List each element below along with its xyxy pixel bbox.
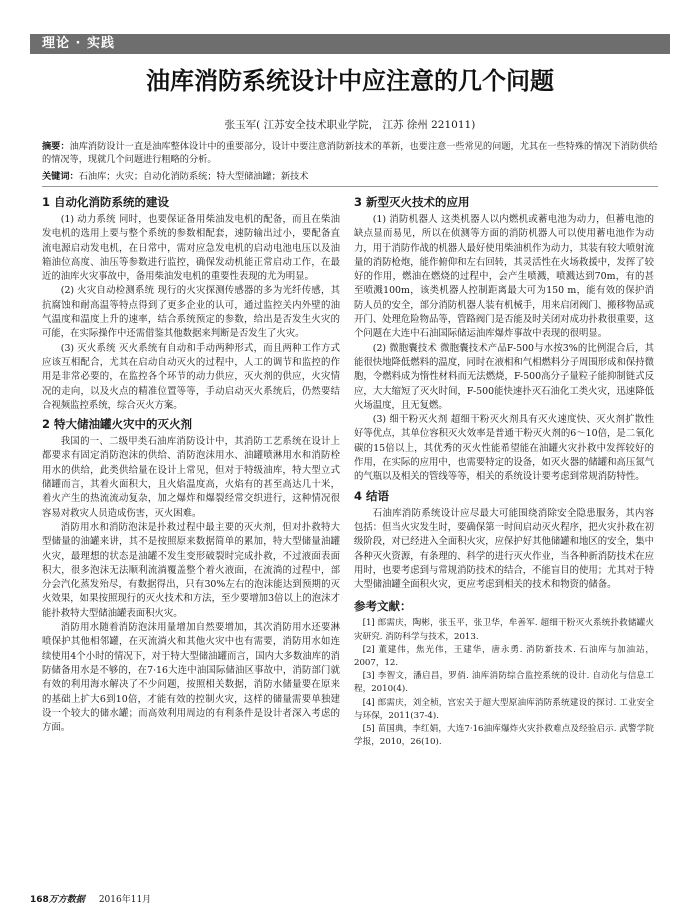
author-line: 张玉军( 江苏安全技术职业学院， 江苏 徐州 221011) xyxy=(224,119,476,131)
section-4-heading: 4 结语 xyxy=(354,488,390,503)
banner-label: 理论 · 实践 xyxy=(42,36,115,51)
section-3-heading: 3 新型灭火技术的应用 xyxy=(354,195,470,209)
issue-date: 2016年11月 xyxy=(98,895,152,905)
section-1-heading: 1 自动化消防系统的建设 xyxy=(42,195,170,209)
section-1-paragraph-2: (2) 火灾自动检测系统 现行的火灾探测传感器的多为光纤传感，其抗腐蚀和耐高温等特点得到了更多企业的认可，通过监控关内外壁的油气温度和温度上升的速率，结合系统预定的参数，给出是否发生火灾的可能，在实际操作中还需借鉴其他数据来判断是否发生了火灾。 xyxy=(42,285,340,340)
abstract-text: 油库消防设计一直是油库整体设计中的重要部分，设计中要注意消防新技术的革新，也要注意一些常见的问题，尤其在一些特殊的情况下消防供给的情况等，现就几个问题进行粗略的分析。 xyxy=(42,141,658,165)
page-footer xyxy=(30,894,670,906)
right-column xyxy=(354,191,654,749)
keywords xyxy=(42,170,658,183)
header-divider xyxy=(42,186,658,187)
references-heading: 参考文献： xyxy=(354,599,412,614)
references-list xyxy=(354,617,654,749)
section-4-paragraph-1: 石油库消防系统设计应尽最大可能围绕消除安全隐患服务，其内容包括：但当火灾发生时，要确保第一时间启动灭火程序，把火灾扑救在初级阶段，对已经进入全面积火灾，应保护好其他储罐和地区的安全，集中各种灭火资源，有条理的、科学的进行灭火作业，当各种新消防技术在应用时，也要考虑到与常规消防技术的结合，不能盲目的使用；尤其对于特大型储油罐全面积火灾，更应考虑到相关的技术和物资的储备。 xyxy=(354,507,655,591)
reference-item: [1] 郎需庆，陶彬，张玉平，张卫华，牟善军. 超细干粉灭火系统扑救储罐火灾研究. 消防科学与技术，2013. xyxy=(354,618,654,642)
section-2-paragraph-3: 消防用水随着消防泡沫用量增加自然要增加，其次消防用水还要淋喷保护其他相邻罐，在灭流淌火和其他火灾中也有需要，消防用水如连续使用4个小时的情况下，对于特大型储油罐而言，国内大多数油库的消防储备用水是不够的，在7·16大连中油国际储油区事故中，消防部门就有效的利用海水解决了不少问题，按照相关数据，消防水储量要在原来的基础上扩大6到10倍，才能有效的控制火灾，这样的储量需要单独建设一个较大的储水罐；而高效利用周边的有利条件是设计者深入考虑的方面。 xyxy=(42,622,340,734)
left-column xyxy=(42,191,340,735)
section-2-paragraph-2: 消防用水和消防泡沫是扑救过程中最主要的灭火剂，但对扑救特大型储量的油罐来讲，其不是按照原来数据简单的累加，特大型储量油罐火灾，最理想的状态是油罐不发生变形破裂时完成扑救，不过液面表面积大，很多泡沫无法顺利流淌覆盖整个着火液面，在流淌的过程中，部分会汽化蒸发殆尽，有数据得出，只有30%左右的泡沫能达到预期的灭火效果，如果按照现行的灭火技术和方法，至少要增加3倍以上的泡沫才能扑救特大型储油罐表面积火灾。 xyxy=(42,521,340,619)
section-banner xyxy=(0,34,700,54)
reference-item: [2] 董建伟，焦光伟，王建华，唐永勇. 消防新技术. 石油库与加油站，2007，12. xyxy=(354,644,654,669)
keywords-label: 关键词： xyxy=(42,171,79,182)
section-1-paragraph-1: (1) 动力系统 同时，也要保证备用柴油发电机的配备，而且在柴油发电机的选用上要与整个系统的参数相配套，速防输出过小，要配备直流电源启动发电机，在日常中，需对应急发电机的启动电池电压以及油箱油位高度、油压等参数进行监控，确保发动机能正常启动工作，在最近的油库火灾事故中，备用柴油发电机的重要性表现的尤为明显。 xyxy=(42,214,340,283)
reference-item: [4] 郎需庆，刘全桢，宫宏关于超大型原油库消防系统建设的探讨. 工业安全与环保，2011(37-4). xyxy=(354,697,654,721)
section-3-paragraph-2: (2) 微胞囊技术 微胞囊技术产品F-500与水按3%的比例混合后，其能很快地降低燃料的温度，同时在液相和气相燃料分子周围形成和保持微胞，令燃料成为惰性材料而无法燃烧，F-500高分子量粒子能抑制链式反应，大大缩短了灭火时间，F-500能快速扑灭石油化工类火灾，迅速降低火场温度，且无复燃。 xyxy=(354,342,655,411)
section-3-paragraph-1: (1) 消防机器人 这类机器人以内燃机或蓄电池为动力，但蓄电池的缺点显而易见，所以在侦测等方面的消防机器人可以使用蓄电池作为动力，用于消防作战的机器人最好使用柴油机作为动力，其装有较大喷射流量的消防枪炮，能作俯仰和左右回转，其灵活性在火场救援中，发挥了较好的作用，燃油在燃烧的过程中，会产生喷溅，喷溅达到70m，有的甚至喷溅100m，该类机器人控制距离最大可为150 m，能有效的保护消防人员的安全，部分消防机器人装有机械手，用来启闭阀门、搬移物品或开门、处理危险物品等，管路阀门是否能及时关闭对成功扑救很重要，这个问题在大连中石油国际储运油库爆炸事故中表现的很明显。 xyxy=(354,214,655,340)
section-3-paragraph-3: (3) 细干粉灭火剂 超细干粉灭火剂具有灭火速度快、灭火剂扩散性好等优点，其单位容积灭火效率是普通干粉灭火剂的6～10倍，是二氧化碳的15倍以上，其优秀的灭火性能希望能在油罐火灾扑救中发挥较好的作用，在实际的应用中，也需要特定的设备，如灭火器的储罐和高压氮气的气瓶以及相关的管线等等，相关的系统设计要考虑到常规消防特性。 xyxy=(354,414,655,483)
abstract-label: 摘要： xyxy=(42,141,70,152)
keywords-text: 石油库；火灾；自动化消防系统；特大型储油罐；新技术 xyxy=(78,171,309,182)
reference-item: [5] 苗国典，李红娟，大连7·16油库爆炸火灾扑救难点及经验启示. 武警学院学报，2010，26(10). xyxy=(354,724,654,748)
section-2-paragraph-1: 我国的一、二级甲类石油库消防设计中，其消防工艺系统在设计上都要求有固定消防泡沫的供给、消防泡沫用水、油罐喷淋用水和消防栓用水的供给，此类供给量在设计上常见，但对于特级油库，特大型立式储罐而言，其着火面积大，且火焰温度高，火焰有的甚至高达几十米，着火产生的热流流动复杂，加之爆炸和爆裂经常交织进行，这种情况很容易对救灾人员造成伤害，灭火困难。 xyxy=(42,436,340,519)
article-title: 油库消防系统设计中应注意的几个问题 xyxy=(146,67,554,95)
page-number: 168 xyxy=(30,895,49,905)
section-2-heading: 2 特大储油罐火灾中的灭火剂 xyxy=(42,417,193,432)
banner-bar xyxy=(30,34,670,54)
reference-item: [3] 李智文，潘启昌，罗俏. 油库消防综合监控系统的设计. 自动化与信息工程，2010(4). xyxy=(354,671,654,695)
section-1-paragraph-3: (3) 灭火系统 灭火系统有自动和手动两种形式，而且两种工作方式应该互相配合，尤其在启动自动灭火的过程中，人工的调节和监控的作用是非常必要的，在监控各个环节的动力供应，灭火剂的供应，火灾情况的走向，以及火点的精准位置等等，手动启动灭火系统后，仍然要结合视频监控系统，综合灭火方案。 xyxy=(42,342,340,411)
abstract xyxy=(42,140,658,166)
brand-watermark: 万方数据 xyxy=(48,895,85,905)
